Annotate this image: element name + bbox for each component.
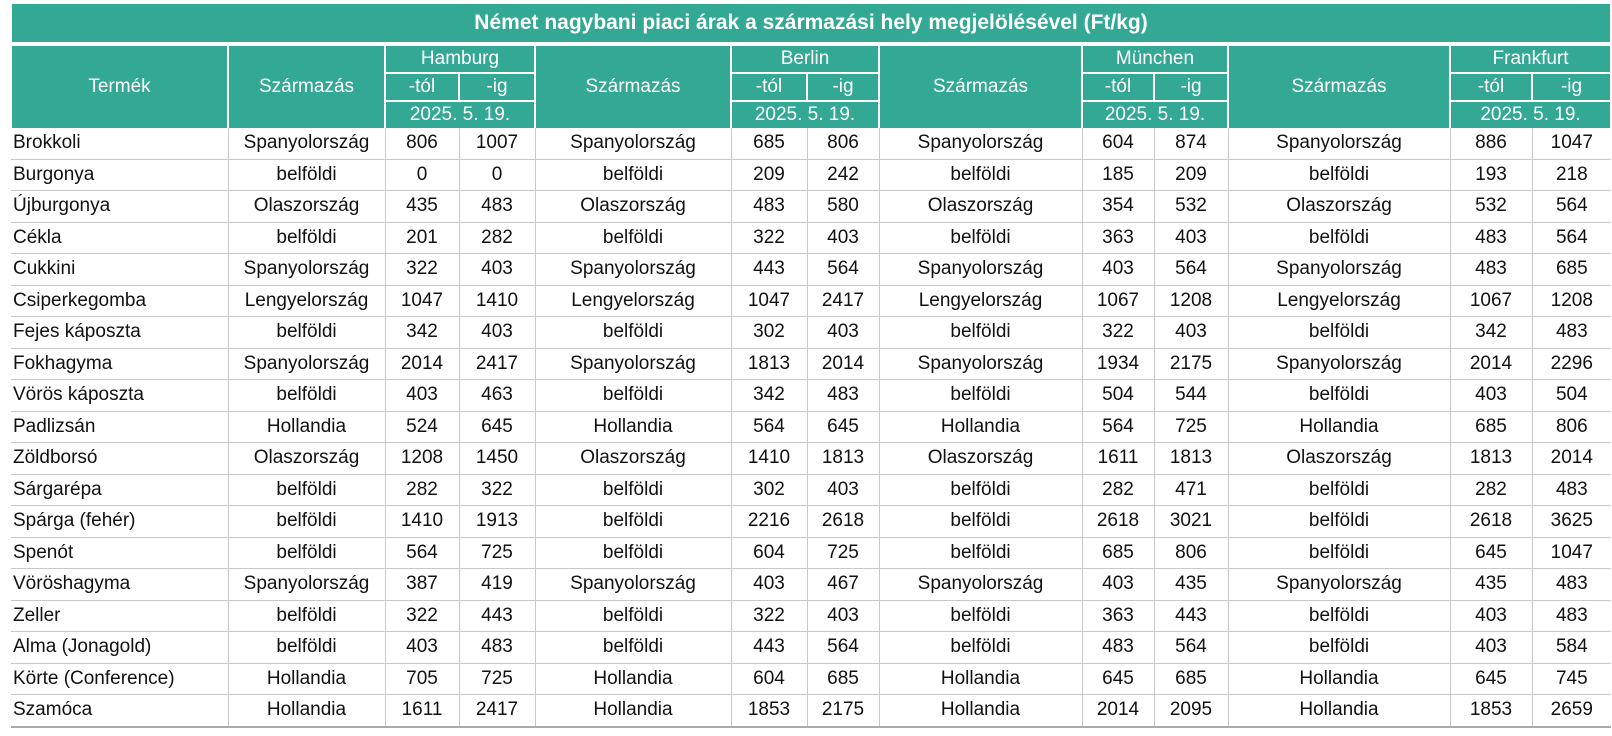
price-to-cell: 483 <box>459 632 535 664</box>
price-from-cell: 483 <box>1450 222 1532 254</box>
table-row <box>11 128 1611 159</box>
header-origin-hamburg: Származás <box>228 44 385 128</box>
price-from-cell: 403 <box>1450 600 1532 632</box>
price-to-cell: 403 <box>459 254 535 286</box>
table-row <box>11 569 1611 601</box>
price-from-cell: 1611 <box>385 695 459 727</box>
product-cell: Zöldborsó <box>11 443 228 475</box>
price-from-cell: 403 <box>1450 632 1532 664</box>
product-cell: Brokkoli <box>11 128 228 159</box>
price-from-cell: 685 <box>1082 537 1154 569</box>
price-from-cell: 1813 <box>1450 443 1532 475</box>
origin-cell: belföldi <box>228 506 385 538</box>
table-row <box>11 348 1611 380</box>
origin-cell: belföldi <box>879 159 1082 191</box>
price-from-cell: 886 <box>1450 128 1532 159</box>
price-from-cell: 443 <box>731 632 807 664</box>
price-from-cell: 504 <box>1082 380 1154 412</box>
price-to-cell: 806 <box>807 128 879 159</box>
origin-cell: belföldi <box>228 474 385 506</box>
origin-cell: belföldi <box>879 380 1082 412</box>
price-to-cell: 435 <box>1154 569 1228 601</box>
origin-cell: belföldi <box>228 159 385 191</box>
product-cell: Csiperkegomba <box>11 285 228 317</box>
price-to-cell: 2175 <box>1154 348 1228 380</box>
price-to-cell: 2659 <box>1532 695 1611 727</box>
origin-cell: belföldi <box>1228 506 1450 538</box>
price-from-cell: 435 <box>1450 569 1532 601</box>
price-to-cell: 483 <box>459 191 535 223</box>
origin-cell: Hollandia <box>535 695 731 727</box>
price-from-cell: 302 <box>731 317 807 349</box>
origin-cell: belföldi <box>228 222 385 254</box>
origin-cell: belföldi <box>535 317 731 349</box>
origin-cell: belföldi <box>879 537 1082 569</box>
price-to-cell: 403 <box>807 317 879 349</box>
price-to-cell: 2014 <box>807 348 879 380</box>
table-row <box>11 443 1611 475</box>
origin-cell: belföldi <box>879 506 1082 538</box>
origin-cell: Olaszország <box>879 191 1082 223</box>
price-from-cell: 403 <box>1082 254 1154 286</box>
table-row <box>11 191 1611 223</box>
price-from-cell: 322 <box>385 254 459 286</box>
price-from-cell: 2618 <box>1082 506 1154 538</box>
table-row <box>11 222 1611 254</box>
header-city-frankfurt: Frankfurt <box>1450 44 1611 73</box>
price-to-cell: 483 <box>1532 317 1611 349</box>
origin-cell: Spanyolország <box>879 254 1082 286</box>
origin-cell: belföldi <box>535 506 731 538</box>
price-from-cell: 1410 <box>385 506 459 538</box>
product-cell: Vöröshagyma <box>11 569 228 601</box>
price-to-cell: 645 <box>459 411 535 443</box>
price-to-cell: 403 <box>807 600 879 632</box>
product-cell: Burgonya <box>11 159 228 191</box>
origin-cell: Spanyolország <box>535 348 731 380</box>
origin-cell: belföldi <box>879 600 1082 632</box>
price-to-cell: 564 <box>1532 191 1611 223</box>
price-from-cell: 604 <box>1082 128 1154 159</box>
price-to-cell: 532 <box>1154 191 1228 223</box>
price-to-cell: 2296 <box>1532 348 1611 380</box>
header-origin-munchen: Származás <box>879 44 1082 128</box>
origin-cell: Hollandia <box>1228 411 1450 443</box>
price-to-cell: 1007 <box>459 128 535 159</box>
price-from-cell: 185 <box>1082 159 1154 191</box>
origin-cell: belföldi <box>1228 600 1450 632</box>
origin-cell: Olaszország <box>228 443 385 475</box>
price-to-cell: 564 <box>1532 222 1611 254</box>
price-to-cell: 725 <box>1154 411 1228 443</box>
price-to-cell: 1450 <box>459 443 535 475</box>
header-origin-frankfurt: Származás <box>1228 44 1450 128</box>
price-from-cell: 685 <box>731 128 807 159</box>
price-from-cell: 322 <box>385 600 459 632</box>
origin-cell: Spanyolország <box>228 128 385 159</box>
price-from-cell: 342 <box>1450 317 1532 349</box>
price-to-cell: 2014 <box>1532 443 1611 475</box>
price-table-container <box>10 4 1593 728</box>
origin-cell: belföldi <box>535 537 731 569</box>
origin-cell: belföldi <box>1228 474 1450 506</box>
origin-cell: belföldi <box>879 632 1082 664</box>
price-from-cell: 342 <box>731 380 807 412</box>
price-from-cell: 645 <box>1450 663 1532 695</box>
price-to-cell: 218 <box>1532 159 1611 191</box>
table-row <box>11 474 1611 506</box>
table-row <box>11 254 1611 286</box>
price-to-cell: 645 <box>807 411 879 443</box>
price-from-cell: 524 <box>385 411 459 443</box>
price-from-cell: 1067 <box>1082 285 1154 317</box>
header-from-munchen: -tól <box>1082 73 1154 101</box>
origin-cell: belföldi <box>228 632 385 664</box>
price-to-cell: 685 <box>1154 663 1228 695</box>
product-cell: Újburgonya <box>11 191 228 223</box>
price-to-cell: 483 <box>807 380 879 412</box>
price-to-cell: 1913 <box>459 506 535 538</box>
table-row <box>11 663 1611 695</box>
price-to-cell: 725 <box>807 537 879 569</box>
price-from-cell: 483 <box>731 191 807 223</box>
product-cell: Körte (Conference) <box>11 663 228 695</box>
origin-cell: belföldi <box>228 380 385 412</box>
product-cell: Zeller <box>11 600 228 632</box>
table-row <box>11 317 1611 349</box>
table-row <box>11 506 1611 538</box>
price-from-cell: 403 <box>385 380 459 412</box>
price-to-cell: 483 <box>1532 600 1611 632</box>
price-to-cell: 2417 <box>459 695 535 727</box>
header-city-hamburg: Hamburg <box>385 44 535 73</box>
origin-cell: Spanyolország <box>535 254 731 286</box>
price-from-cell: 564 <box>385 537 459 569</box>
origin-cell: Hollandia <box>1228 695 1450 727</box>
price-to-cell: 2095 <box>1154 695 1228 727</box>
table-row <box>11 537 1611 569</box>
price-to-cell: 403 <box>459 317 535 349</box>
price-from-cell: 645 <box>1082 663 1154 695</box>
price-from-cell: 645 <box>1450 537 1532 569</box>
price-from-cell: 2216 <box>731 506 807 538</box>
price-to-cell: 504 <box>1532 380 1611 412</box>
table-row <box>11 632 1611 664</box>
price-to-cell: 282 <box>459 222 535 254</box>
price-from-cell: 1047 <box>385 285 459 317</box>
price-from-cell: 685 <box>1450 411 1532 443</box>
price-to-cell: 564 <box>807 632 879 664</box>
price-from-cell: 403 <box>1450 380 1532 412</box>
price-to-cell: 745 <box>1532 663 1611 695</box>
price-to-cell: 685 <box>807 663 879 695</box>
origin-cell: belföldi <box>879 474 1082 506</box>
origin-cell: belföldi <box>1228 632 1450 664</box>
header-date-munchen: 2025. 5. 19. <box>1082 101 1228 128</box>
price-to-cell: 1208 <box>1532 285 1611 317</box>
origin-cell: Spanyolország <box>1228 348 1450 380</box>
table-row <box>11 695 1611 727</box>
table-header <box>11 4 1611 128</box>
price-to-cell: 242 <box>807 159 879 191</box>
price-to-cell: 3625 <box>1532 506 1611 538</box>
price-from-cell: 1067 <box>1450 285 1532 317</box>
price-to-cell: 806 <box>1154 537 1228 569</box>
product-cell: Alma (Jonagold) <box>11 632 228 664</box>
price-to-cell: 467 <box>807 569 879 601</box>
header-to-hamburg: -ig <box>459 73 535 101</box>
price-from-cell: 322 <box>731 222 807 254</box>
price-from-cell: 282 <box>1082 474 1154 506</box>
price-from-cell: 483 <box>1450 254 1532 286</box>
price-to-cell: 443 <box>1154 600 1228 632</box>
price-to-cell: 403 <box>1154 222 1228 254</box>
price-from-cell: 403 <box>731 569 807 601</box>
origin-cell: Hollandia <box>228 411 385 443</box>
price-to-cell: 403 <box>807 474 879 506</box>
price-to-cell: 1047 <box>1532 537 1611 569</box>
price-to-cell: 2618 <box>807 506 879 538</box>
origin-cell: Hollandia <box>879 411 1082 443</box>
origin-cell: belföldi <box>535 632 731 664</box>
price-from-cell: 403 <box>385 632 459 664</box>
origin-cell: Spanyolország <box>228 254 385 286</box>
origin-cell: Spanyolország <box>228 569 385 601</box>
header-product: Termék <box>11 44 228 128</box>
price-from-cell: 1208 <box>385 443 459 475</box>
origin-cell: belföldi <box>228 600 385 632</box>
price-to-cell: 443 <box>459 600 535 632</box>
price-from-cell: 403 <box>1082 569 1154 601</box>
origin-cell: Olaszország <box>879 443 1082 475</box>
origin-cell: Hollandia <box>228 695 385 727</box>
price-from-cell: 1853 <box>1450 695 1532 727</box>
table-row <box>11 600 1611 632</box>
price-to-cell: 419 <box>459 569 535 601</box>
price-from-cell: 2014 <box>1450 348 1532 380</box>
price-to-cell: 564 <box>807 254 879 286</box>
product-cell: Spárga (fehér) <box>11 506 228 538</box>
header-date-berlin: 2025. 5. 19. <box>731 101 879 128</box>
origin-cell: Hollandia <box>879 663 1082 695</box>
header-to-frankfurt: -ig <box>1532 73 1611 101</box>
origin-cell: Spanyolország <box>1228 128 1450 159</box>
price-from-cell: 363 <box>1082 600 1154 632</box>
price-to-cell: 685 <box>1532 254 1611 286</box>
price-from-cell: 604 <box>731 663 807 695</box>
origin-cell: Spanyolország <box>879 569 1082 601</box>
price-from-cell: 564 <box>731 411 807 443</box>
origin-cell: belföldi <box>879 317 1082 349</box>
origin-cell: Hollandia <box>879 695 1082 727</box>
price-from-cell: 564 <box>1082 411 1154 443</box>
product-cell: Spenót <box>11 537 228 569</box>
origin-cell: Lengyelország <box>1228 285 1450 317</box>
header-to-munchen: -ig <box>1154 73 1228 101</box>
origin-cell: Spanyolország <box>1228 254 1450 286</box>
header-date-frankfurt: 2025. 5. 19. <box>1450 101 1611 128</box>
origin-cell: belföldi <box>228 317 385 349</box>
price-to-cell: 1813 <box>807 443 879 475</box>
price-from-cell: 435 <box>385 191 459 223</box>
price-to-cell: 806 <box>1532 411 1611 443</box>
price-to-cell: 584 <box>1532 632 1611 664</box>
price-from-cell: 302 <box>731 474 807 506</box>
price-from-cell: 483 <box>1082 632 1154 664</box>
origin-cell: Spanyolország <box>1228 569 1450 601</box>
header-city-berlin: Berlin <box>731 44 879 73</box>
origin-cell: belföldi <box>228 537 385 569</box>
header-city-munchen: München <box>1082 44 1228 73</box>
price-to-cell: 564 <box>1154 632 1228 664</box>
origin-cell: belföldi <box>535 222 731 254</box>
price-from-cell: 354 <box>1082 191 1154 223</box>
price-from-cell: 806 <box>385 128 459 159</box>
product-cell: Fejes káposzta <box>11 317 228 349</box>
origin-cell: Lengyelország <box>535 285 731 317</box>
origin-cell: belföldi <box>1228 537 1450 569</box>
product-cell: Padlizsán <box>11 411 228 443</box>
price-from-cell: 209 <box>731 159 807 191</box>
price-from-cell: 1611 <box>1082 443 1154 475</box>
price-to-cell: 725 <box>459 537 535 569</box>
origin-cell: belföldi <box>535 474 731 506</box>
price-to-cell: 209 <box>1154 159 1228 191</box>
table-row <box>11 411 1611 443</box>
price-from-cell: 1410 <box>731 443 807 475</box>
price-to-cell: 403 <box>807 222 879 254</box>
price-from-cell: 532 <box>1450 191 1532 223</box>
origin-cell: belföldi <box>535 380 731 412</box>
price-to-cell: 564 <box>1154 254 1228 286</box>
price-to-cell: 463 <box>459 380 535 412</box>
price-from-cell: 443 <box>731 254 807 286</box>
origin-cell: Lengyelország <box>879 285 1082 317</box>
price-to-cell: 3021 <box>1154 506 1228 538</box>
origin-cell: belföldi <box>1228 222 1450 254</box>
header-origin-berlin: Származás <box>535 44 731 128</box>
origin-cell: Spanyolország <box>879 348 1082 380</box>
header-date-hamburg: 2025. 5. 19. <box>385 101 535 128</box>
product-cell: Vörös káposzta <box>11 380 228 412</box>
product-cell: Fokhagyma <box>11 348 228 380</box>
price-from-cell: 705 <box>385 663 459 695</box>
price-to-cell: 580 <box>807 191 879 223</box>
table-body <box>11 128 1611 727</box>
origin-cell: Hollandia <box>535 411 731 443</box>
price-from-cell: 604 <box>731 537 807 569</box>
price-from-cell: 342 <box>385 317 459 349</box>
header-from-hamburg: -tól <box>385 73 459 101</box>
price-to-cell: 1208 <box>1154 285 1228 317</box>
origin-cell: Spanyolország <box>879 128 1082 159</box>
origin-cell: Olaszország <box>535 443 731 475</box>
origin-cell: belföldi <box>1228 380 1450 412</box>
price-from-cell: 322 <box>1082 317 1154 349</box>
price-table <box>10 4 1612 728</box>
price-from-cell: 193 <box>1450 159 1532 191</box>
price-to-cell: 2417 <box>459 348 535 380</box>
price-from-cell: 2014 <box>1082 695 1154 727</box>
price-from-cell: 282 <box>1450 474 1532 506</box>
price-to-cell: 725 <box>459 663 535 695</box>
origin-cell: Hollandia <box>535 663 731 695</box>
price-from-cell: 2618 <box>1450 506 1532 538</box>
price-from-cell: 2014 <box>385 348 459 380</box>
header-from-frankfurt: -tól <box>1450 73 1532 101</box>
price-to-cell: 544 <box>1154 380 1228 412</box>
origin-cell: belföldi <box>1228 317 1450 349</box>
price-to-cell: 322 <box>459 474 535 506</box>
origin-cell: Hollandia <box>228 663 385 695</box>
table-title: Német nagybani piaci árak a származási hely megjelölésével (Ft/kg) <box>11 4 1611 44</box>
price-from-cell: 1813 <box>731 348 807 380</box>
table-row <box>11 380 1611 412</box>
origin-cell: Lengyelország <box>228 285 385 317</box>
product-cell: Cukkini <box>11 254 228 286</box>
price-from-cell: 1047 <box>731 285 807 317</box>
origin-cell: Olaszország <box>535 191 731 223</box>
price-to-cell: 403 <box>1154 317 1228 349</box>
origin-cell: Spanyolország <box>228 348 385 380</box>
price-from-cell: 322 <box>731 600 807 632</box>
price-from-cell: 0 <box>385 159 459 191</box>
origin-cell: belföldi <box>879 222 1082 254</box>
price-to-cell: 0 <box>459 159 535 191</box>
product-cell: Cékla <box>11 222 228 254</box>
product-cell: Sárgarépa <box>11 474 228 506</box>
origin-cell: Spanyolország <box>535 128 731 159</box>
table-row <box>11 285 1611 317</box>
price-to-cell: 483 <box>1532 569 1611 601</box>
product-cell: Szamóca <box>11 695 228 727</box>
origin-cell: Olaszország <box>1228 191 1450 223</box>
origin-cell: Olaszország <box>228 191 385 223</box>
price-to-cell: 1813 <box>1154 443 1228 475</box>
price-from-cell: 201 <box>385 222 459 254</box>
price-from-cell: 363 <box>1082 222 1154 254</box>
price-to-cell: 1047 <box>1532 128 1611 159</box>
origin-cell: Spanyolország <box>535 569 731 601</box>
header-to-berlin: -ig <box>807 73 879 101</box>
origin-cell: belföldi <box>535 600 731 632</box>
price-from-cell: 282 <box>385 474 459 506</box>
price-to-cell: 2175 <box>807 695 879 727</box>
price-to-cell: 471 <box>1154 474 1228 506</box>
price-to-cell: 2417 <box>807 285 879 317</box>
price-to-cell: 874 <box>1154 128 1228 159</box>
price-to-cell: 1410 <box>459 285 535 317</box>
price-to-cell: 483 <box>1532 474 1611 506</box>
origin-cell: belföldi <box>535 159 731 191</box>
origin-cell: Olaszország <box>1228 443 1450 475</box>
price-from-cell: 387 <box>385 569 459 601</box>
price-from-cell: 1853 <box>731 695 807 727</box>
price-from-cell: 1934 <box>1082 348 1154 380</box>
origin-cell: Hollandia <box>1228 663 1450 695</box>
table-row <box>11 159 1611 191</box>
header-from-berlin: -tól <box>731 73 807 101</box>
origin-cell: belföldi <box>1228 159 1450 191</box>
